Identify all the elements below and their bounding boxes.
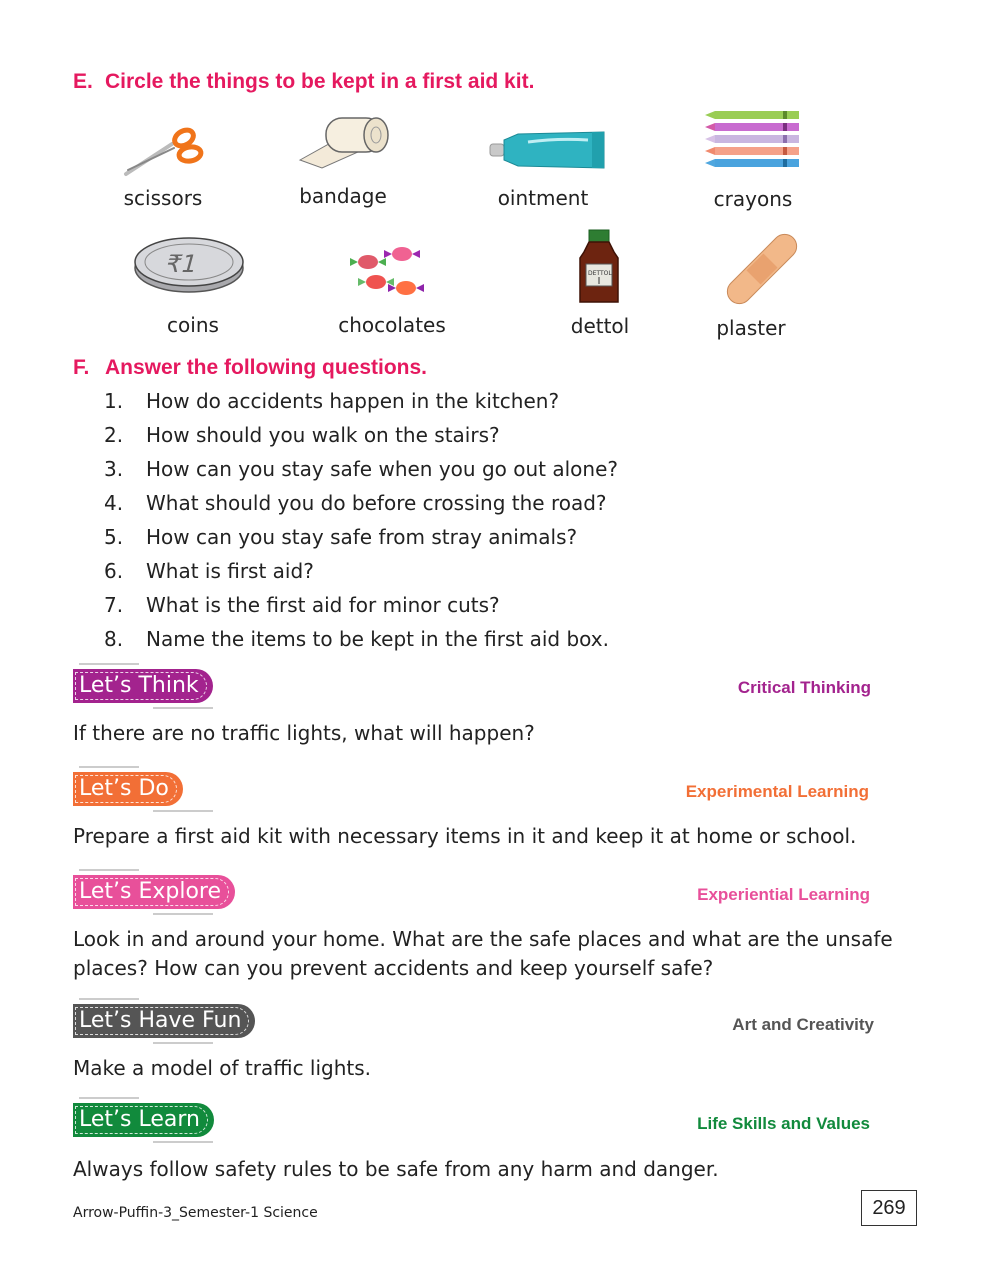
question-item [104, 556, 618, 590]
wrapped-candies-icon[interactable] [344, 240, 426, 302]
dettol-bottle-icon[interactable] [574, 228, 624, 306]
item-caption-dettol: dettol [570, 314, 630, 338]
section-f-heading [73, 356, 427, 380]
question-text: How should you walk on the stairs? [146, 423, 500, 447]
question-item [104, 522, 618, 556]
svg-text:₹1: ₹1 [162, 249, 201, 278]
item-caption-chocolates: chocolates [338, 313, 446, 337]
badge-label: Let’s Do [79, 776, 169, 801]
question-text: What is first aid? [146, 559, 314, 583]
question-item [104, 386, 618, 420]
item-caption-crayons: crayons [713, 187, 793, 211]
section-title: Answer the following questions. [105, 356, 428, 379]
bandage-roll-icon[interactable] [296, 110, 396, 170]
question-number: 1. [104, 389, 124, 413]
plaster-icon[interactable] [720, 230, 804, 308]
page-number: 269 [861, 1190, 917, 1226]
question-number: 5. [104, 525, 124, 549]
question-text: What should you do before crossing the road? [146, 491, 607, 515]
badge-label: Let’s Think [79, 673, 199, 698]
question-text: Name the items to be kept in the first aid box. [146, 627, 609, 651]
question-list [104, 386, 618, 658]
question-number: 3. [104, 457, 124, 481]
section-e-heading [73, 70, 534, 94]
svg-text:DETTOL: DETTOL [588, 270, 612, 277]
question-text: How can you stay safe when you go out alone? [146, 457, 618, 481]
experiential-learning-tag: Experiential Learning [697, 885, 870, 904]
section-letter: E. [73, 70, 93, 93]
question-number: 7. [104, 593, 124, 617]
lets-explore-text: Look in and around your home. What are the safe places and what are the unsafe places? How can you prevent accidents and keep yourself safe? [73, 927, 893, 980]
question-text: What is the first aid for minor cuts? [146, 593, 500, 617]
question-text: How do accidents happen in the kitchen? [146, 389, 560, 413]
art-and-creativity-tag: Art and Creativity [732, 1015, 874, 1034]
lets-learn-badge [73, 1103, 214, 1137]
question-number: 2. [104, 423, 124, 447]
life-skills-tag: Life Skills and Values [697, 1114, 870, 1133]
lets-think-badge [73, 669, 213, 703]
lets-explore-badge [73, 875, 235, 909]
crayons-icon[interactable] [703, 110, 803, 172]
question-item [104, 488, 618, 522]
badge-label: Let’s Have Fun [79, 1008, 242, 1033]
item-caption-plaster: plaster [716, 316, 786, 340]
item-caption-bandage: bandage [299, 184, 387, 208]
question-text: How can you stay safe from stray animals? [146, 525, 578, 549]
lets-do-text: Prepare a first aid kit with necessary items in it and keep it at home or school. [73, 824, 857, 848]
item-caption-scissors: scissors [123, 186, 203, 210]
question-number: 8. [104, 627, 124, 651]
lets-have-fun-text: Make a model of traffic lights. [73, 1056, 372, 1080]
section-letter: F. [73, 356, 90, 379]
question-item [104, 590, 618, 624]
scissors-icon[interactable] [120, 120, 210, 180]
question-number: 6. [104, 559, 124, 583]
lets-have-fun-badge [73, 1004, 255, 1038]
critical-thinking-tag: Critical Thinking [737, 678, 871, 697]
question-item [104, 420, 618, 454]
lets-think-text: If there are no traffic lights, what will happen? [73, 721, 535, 745]
lets-do-badge [73, 772, 183, 806]
footer-book-title: Arrow-Puffin-3_Semester-1 Science [73, 1205, 318, 1221]
lets-learn-text: Always follow safety rules to be safe from any harm and danger. [73, 1157, 719, 1181]
badge-label: Let’s Learn [79, 1107, 200, 1132]
experimental-learning-tag: Experimental Learning [685, 782, 869, 801]
question-number: 4. [104, 491, 124, 515]
ointment-tube-icon[interactable] [488, 126, 608, 174]
item-caption-coins: coins [167, 313, 219, 337]
item-caption-ointment: ointment [497, 186, 589, 210]
coin-icon[interactable] [133, 232, 245, 294]
question-item [104, 624, 618, 658]
question-item [104, 454, 618, 488]
badge-label: Let’s Explore [79, 879, 222, 904]
section-title: Circle the things to be kept in a first aid kit. [105, 70, 535, 93]
